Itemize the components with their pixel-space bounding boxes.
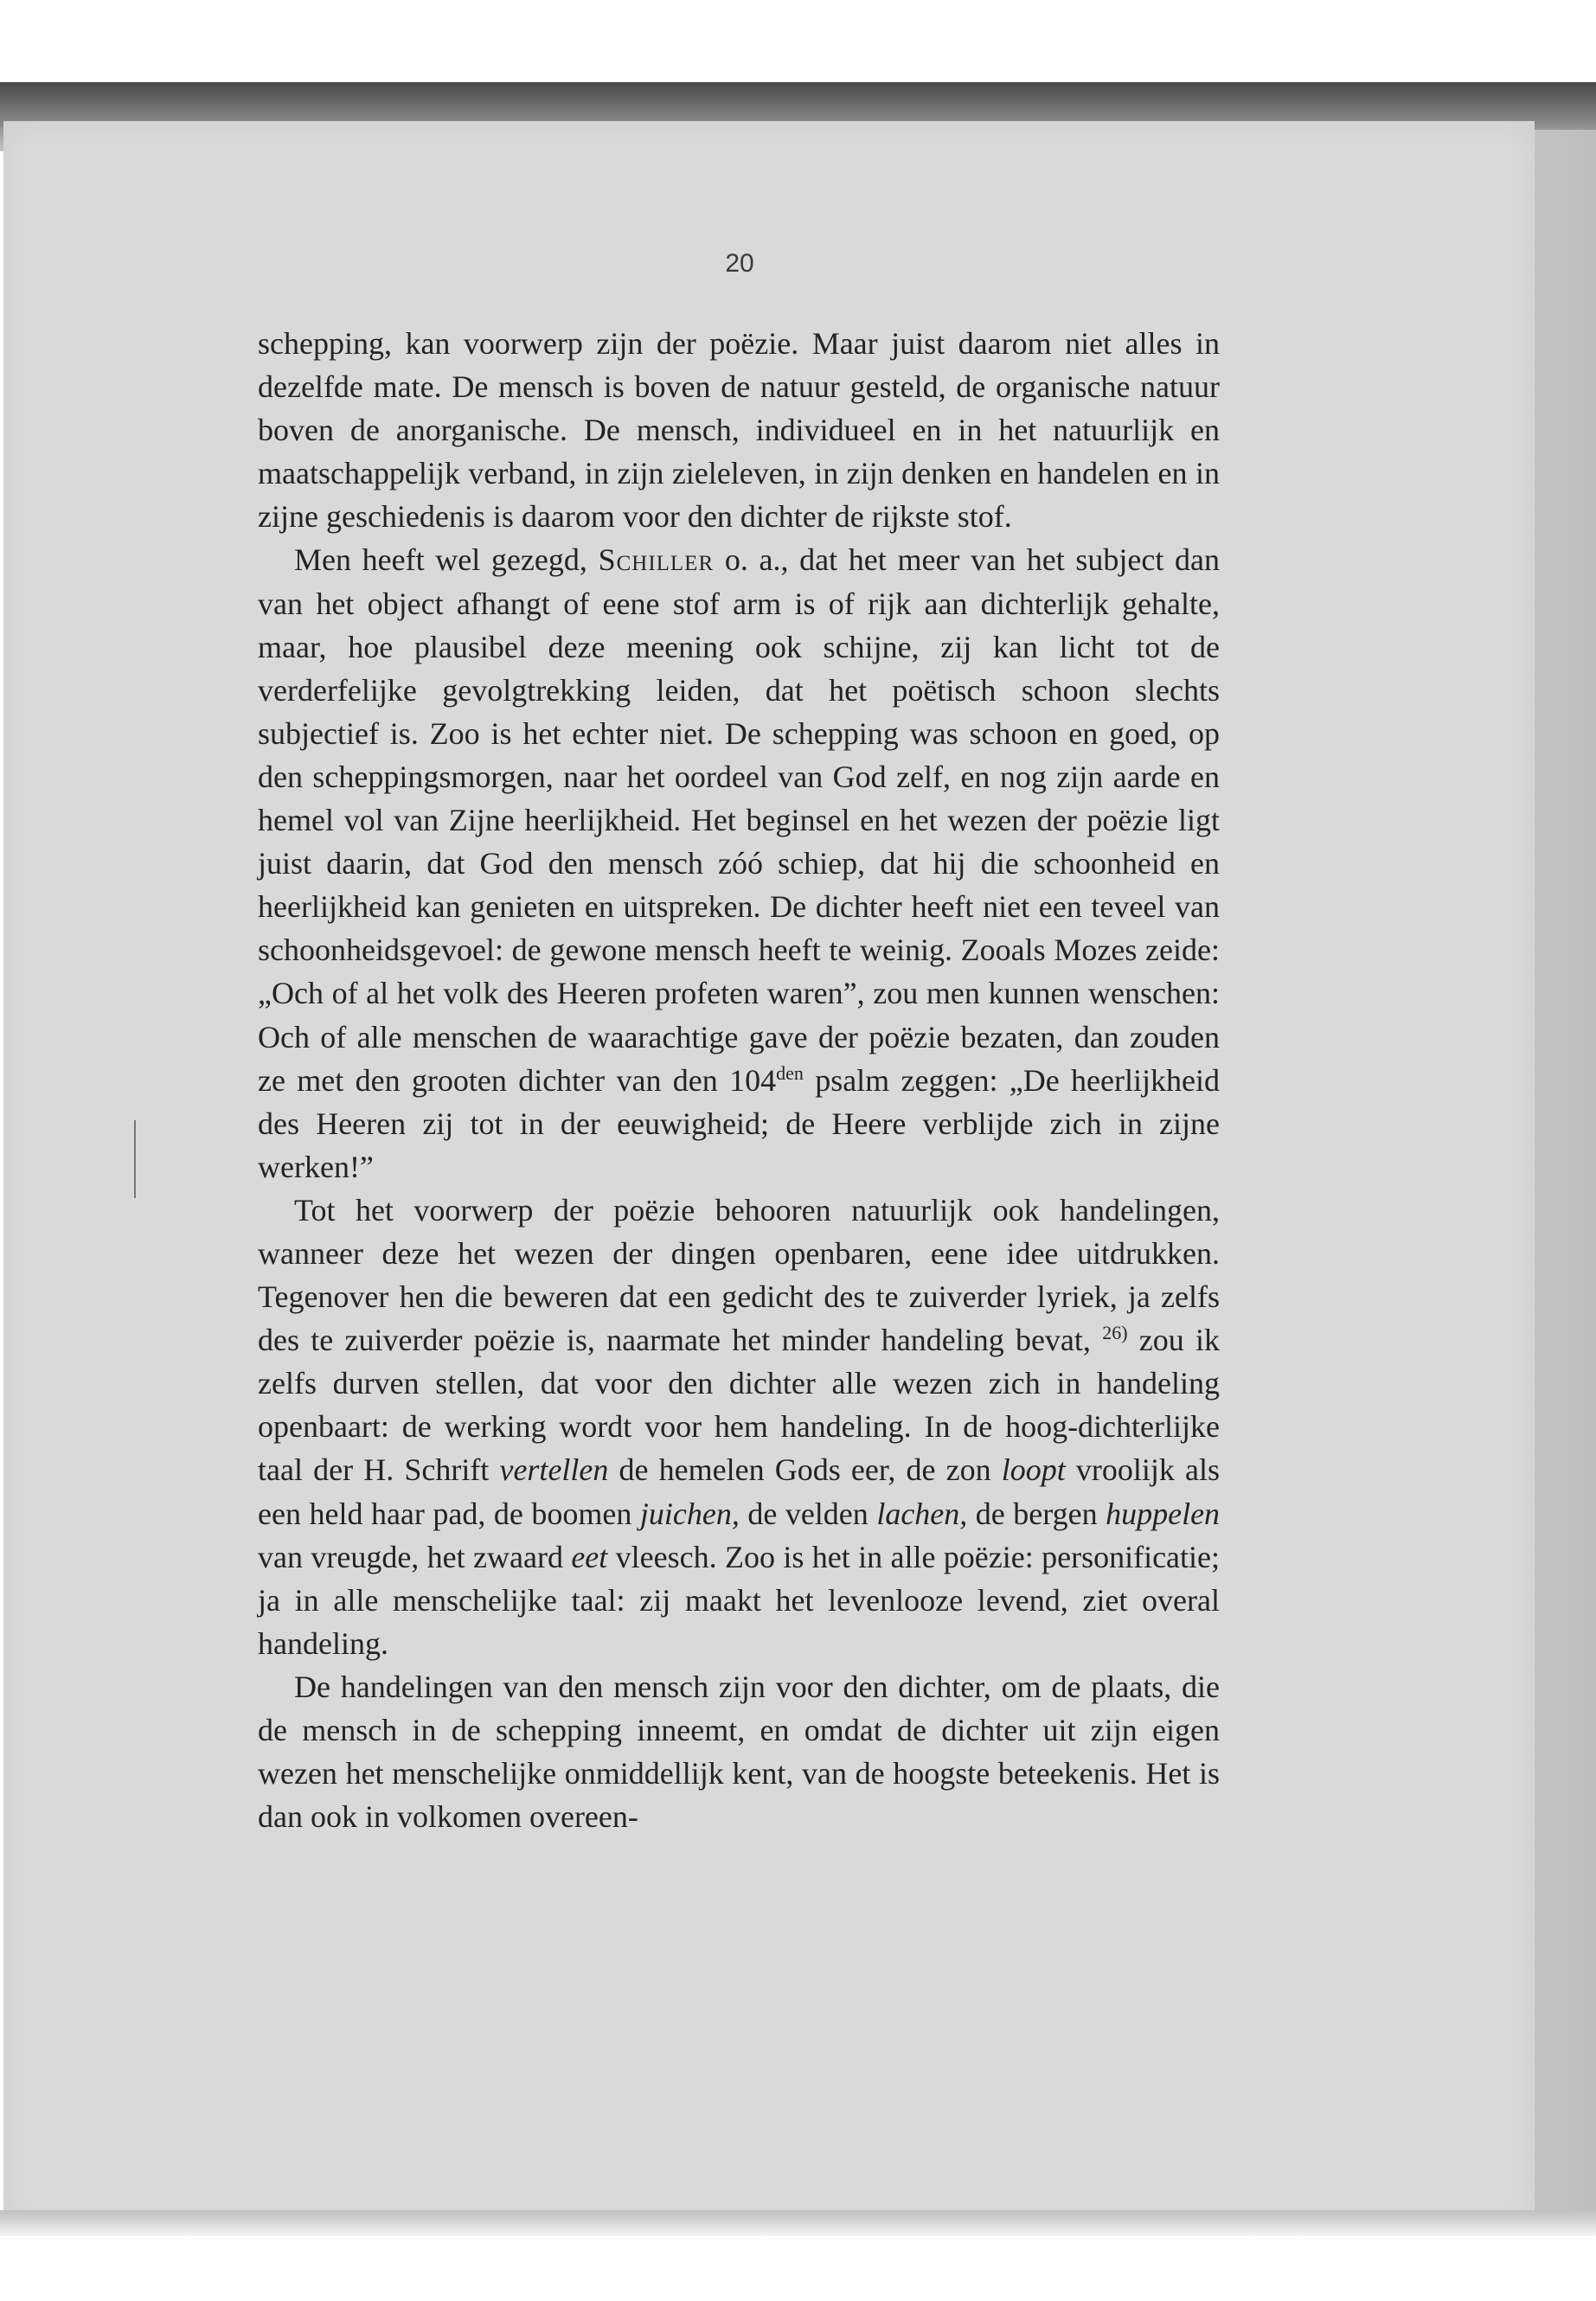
p3-text-f: de bergen — [975, 1496, 1098, 1531]
body-text — [258, 322, 1220, 1838]
p3-text-e: de velden — [747, 1496, 869, 1531]
emphasis-word: huppelen — [1106, 1496, 1221, 1531]
p2-text-c: psalm zeggen: „De heerlijkheid des Heeren zij tot in der eeuwigheid; de Heere verblijde zich in zijne werken!” — [258, 1062, 1220, 1184]
emphasis-word: loopt — [1001, 1452, 1066, 1488]
footnote-ref: 26) — [1102, 1322, 1128, 1344]
author-name: Schiller — [598, 542, 715, 578]
p3-text-d: vroolijk als een held haar pad, de boomen — [258, 1452, 1221, 1531]
p3-text-h: vleesch. Zoo is het in alle poëzie: personificatie; ja in alle menschelijke taal: zij maakt het levenlooze levend, ziet overal handeling. — [258, 1539, 1221, 1661]
emphasis-word: lachen, — [876, 1496, 968, 1531]
emphasis-word: eet — [571, 1539, 608, 1574]
emphasis-word: vertellen — [499, 1452, 609, 1488]
paragraph-2 — [258, 538, 1220, 1188]
margin-pencil-mark — [134, 1120, 136, 1198]
ordinal-suffix: den — [776, 1061, 804, 1084]
p3-text-g: van vreugde, het zwaard — [258, 1539, 563, 1574]
p2-text-b: o. a., dat het meer van het subject dan van het object afhangt of eene stof arm is of rijk aan dichterlijk gehalte, maar, hoe plausibel deze meening ook schijne, zij kan licht tot de verderfelijke gevolgtrekking leiden, dat het poëtisch schoon slechts subjectief is. Zoo is het echter niet. De schepping was schoon en goed, op den scheppingsmorgen, naar het oordeel van God zelf, en nog zijn aarde en hemel vol van Zijne heerlijkheid. Het beginsel en het wezen der poëzie ligt juist daarin, dat God den mensch zóó schiep, dat hij die schoonheid en heerlijkheid kan genieten en uitspreken. De dichter heeft niet een teveel van schoonheidsgevoel: de gewone mensch heeft te weinig. Zooals Mozes zeide: „Och of al het volk des Heeren profeten waren”, zou men kunnen wenschen: Och of alle menschen de waarachtige gave der poëzie bezaten, dan zouden ze met den grooten dichter van den 104 — [258, 542, 1221, 1098]
emphasis-word: juichen, — [639, 1496, 740, 1531]
paragraph-1: schepping, kan voorwerp zijn der poëzie. Maar juist daarom niet alles in dezelfde mate. De mensch is boven de natuur gesteld, de organische natuur boven de anorganische. De mensch, individueel en in het natuurlijk en maatschappelijk verband, in zijn zieleleven, in zijn denken en handelen en in zijne geschiedenis is daarom voor den dichter de rijkste stof. — [258, 326, 1220, 535]
p3-text-c: de hemelen Gods eer, de zon — [619, 1452, 991, 1488]
p3-text-a: Tot het voorwerp der poëzie behooren natuurlijk ook handelingen, wanneer deze het wezen der dingen openbaren, eene idee uitdrukken. Tegenover hen die beweren dat een gedicht des te zuiverder lyriek, ja zelfs des te zuiverder poëzie is, naarmate het minder handeling bevat, — [258, 1192, 1220, 1358]
paragraph-4: De handelingen van den mensch zijn voor den dichter, om de plaats, die de mensch in de schepping inneemt, en omdat de dichter uit zijn eigen wezen het menschelijke onmiddellijk kent, van de hoogste beteekenis. Het is dan ook in volkomen overeen- — [258, 1669, 1220, 1835]
paragraph-3 — [258, 1189, 1220, 1665]
p2-text-a: Men heeft wel gezegd, — [294, 542, 587, 578]
page-number: 20 — [725, 249, 754, 278]
p3-text-b: zou ik zelfs durven stellen, dat voor den dichter alle wezen zich in handeling openbaart: de werking wordt voor hem handeling. In de hoog-dichterlijke taal der H. Schrift — [258, 1323, 1221, 1488]
scan-bottom-edge — [0, 2210, 1596, 2236]
